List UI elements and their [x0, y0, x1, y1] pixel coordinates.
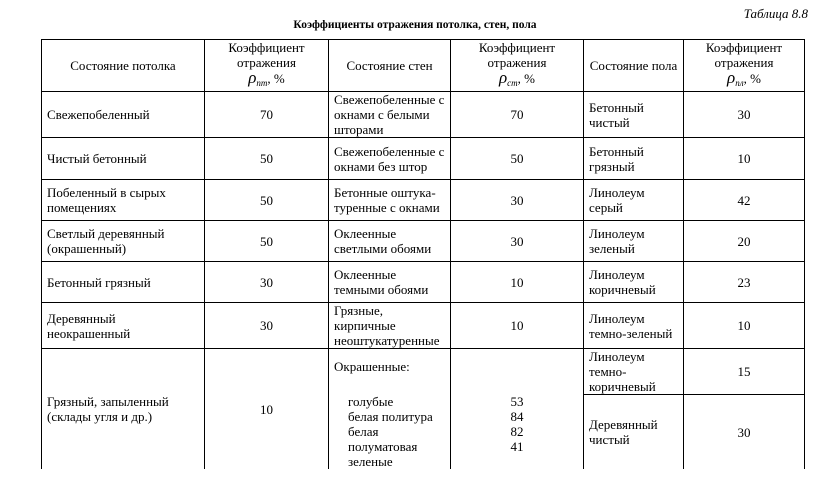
header-row — [42, 40, 805, 92]
header-wall-coefficient — [451, 40, 584, 92]
subscript-wall: ст — [507, 78, 518, 88]
table-title: Коэффициенты отражения потолка, стен, пола — [293, 19, 537, 31]
ceiling-state-cell: Побеленный в сырых помещениях — [42, 180, 205, 221]
wall-state-cell: Свежепобеленные с окнами без штор — [329, 138, 451, 180]
wall-value-cell: 30 — [451, 221, 584, 262]
ceiling-state-cell: Деревянный неокрашенный — [42, 303, 205, 349]
reflection-coefficients-table — [41, 39, 805, 469]
floor-value-cell: 20 — [684, 221, 805, 262]
wall-value-cell: 10 — [451, 303, 584, 349]
header-wall-coefficient-label: Коэффициент отражения — [478, 40, 556, 70]
ceiling-state-cell: Свежепобеленный — [42, 92, 205, 138]
wall-color-value: 84 — [510, 409, 524, 424]
wall-value-cell: 10 — [451, 262, 584, 303]
ceiling-state-cell: Чистый бетонный — [42, 138, 205, 180]
wall-color-item: голубые — [348, 394, 394, 409]
ceiling-state-cell: Светлый деревянный (окрашенный) — [42, 221, 205, 262]
wall-state-cell: Бетонные оштука-туренные с окнами — [329, 180, 451, 221]
floor-state-cell: Бетонный грязный — [584, 138, 684, 180]
wall-value-cell — [451, 349, 584, 470]
table-number-label: Таблица 8.8 — [743, 6, 808, 21]
floor-state-cell: Линолеум серый — [584, 180, 684, 221]
ceiling-value-cell: 30 — [205, 262, 329, 303]
wall-state-cell: Свежепобеленные с окнами с белыми шторами — [329, 92, 451, 138]
floor-value-cell: 10 — [684, 303, 805, 349]
wall-painted-cell — [329, 349, 451, 470]
table-row — [42, 303, 805, 349]
wall-color-value: 53 — [510, 394, 524, 409]
table-row — [42, 180, 805, 221]
wall-color-value: 82 — [510, 424, 524, 439]
table-row — [42, 262, 805, 303]
table-row — [42, 349, 805, 395]
rho-symbol: ρ — [248, 68, 257, 87]
table-row — [42, 221, 805, 262]
header-floor-coefficient-label: Коэффициент отражения — [705, 40, 783, 70]
floor-state-cell: Линолеум коричневый — [584, 262, 684, 303]
ceiling-state-cell: Бетонный грязный — [42, 262, 205, 303]
floor-state-cell: Линолеум темно-зеленый — [584, 303, 684, 349]
wall-value-cell: 50 — [451, 138, 584, 180]
wall-value-cell: 30 — [451, 180, 584, 221]
floor-value-cell: 15 — [684, 349, 805, 395]
floor-value-cell: 30 — [684, 395, 805, 469]
rho-symbol: ρ — [727, 68, 736, 87]
table-row — [42, 138, 805, 180]
header-ceiling-coefficient-label: Коэффициент отражения — [228, 40, 305, 70]
floor-state-cell: Деревянный чистый — [584, 395, 684, 469]
ceiling-state-cell: Грязный, запыленный (склады угля и др.) — [42, 349, 205, 470]
subscript-floor: пл — [735, 78, 744, 88]
floor-state-cell: Линолеум темно-коричневый — [584, 349, 684, 395]
ceiling-value-cell: 50 — [205, 138, 329, 180]
unit-label: , % — [743, 71, 761, 86]
wall-value-cell: 70 — [451, 92, 584, 138]
ceiling-value-cell: 10 — [205, 349, 329, 470]
floor-value-cell: 23 — [684, 262, 805, 303]
wall-painted-heading: Окрашенные: — [334, 359, 410, 374]
header-ceiling-coefficient — [205, 40, 329, 92]
wall-state-cell: Оклеенные светлыми обоями — [329, 221, 451, 262]
floor-state-cell: Бетонный чистый — [584, 92, 684, 138]
ceiling-value-cell: 30 — [205, 303, 329, 349]
unit-label: , % — [267, 71, 285, 86]
floor-value-cell: 42 — [684, 180, 805, 221]
rho-symbol: ρ — [498, 68, 508, 87]
header-ceiling-state: Состояние потолка — [42, 40, 205, 92]
floor-value-cell: 10 — [684, 138, 805, 180]
wall-color-item: белая политура — [348, 409, 433, 424]
wall-color-item: зеленые — [348, 454, 393, 469]
header-wall-state: Состояние стен — [329, 40, 451, 92]
wall-color-item: белая полуматовая — [348, 424, 418, 454]
wall-state-cell: Оклеенные темными обоями — [329, 262, 451, 303]
subscript-ceiling: пт — [256, 78, 268, 88]
floor-state-cell: Линолеум зеленый — [584, 221, 684, 262]
unit-label: , % — [517, 71, 535, 86]
table-row — [42, 92, 805, 138]
ceiling-value-cell: 50 — [205, 221, 329, 262]
wall-color-value: 41 — [510, 439, 524, 454]
ceiling-value-cell: 70 — [205, 92, 329, 138]
wall-state-cell: Грязные, кирпичные неоштукатуренные — [329, 303, 451, 349]
header-floor-state: Состояние пола — [584, 40, 684, 92]
floor-value-cell: 30 — [684, 92, 805, 138]
ceiling-value-cell: 50 — [205, 180, 329, 221]
header-floor-coefficient — [684, 40, 805, 92]
